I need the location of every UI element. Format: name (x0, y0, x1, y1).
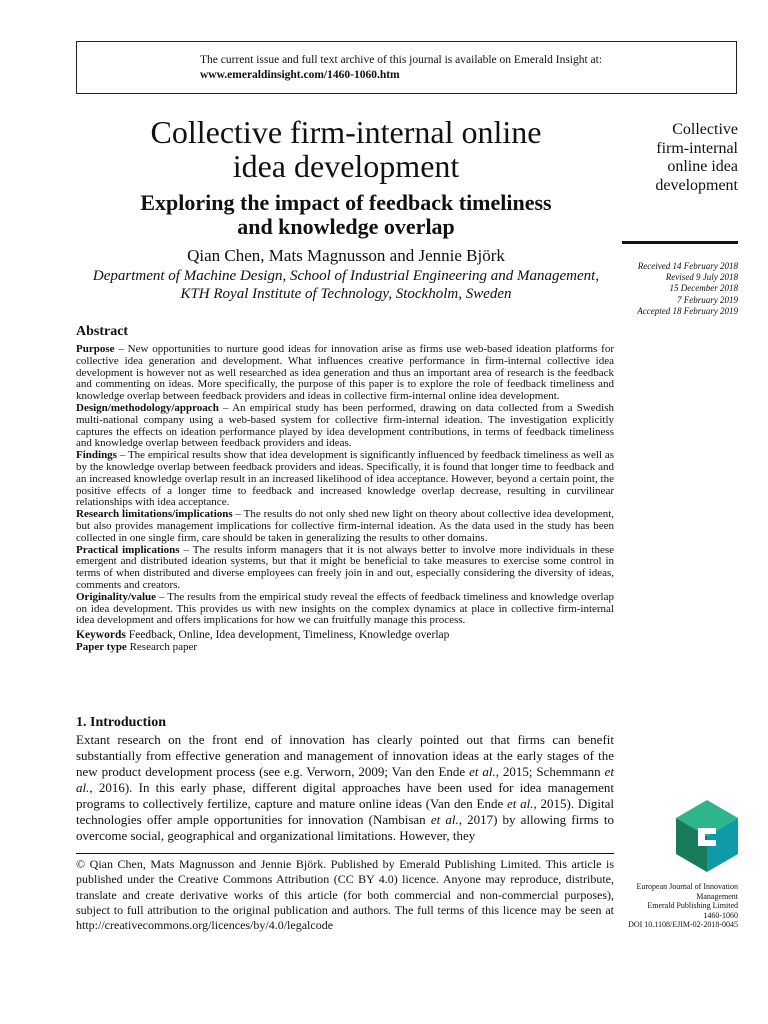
introduction-heading: 1. Introduction (76, 715, 166, 730)
abstract-limitations: Research limitations/implications – The results do not only shed new light on theory about collective idea development, but also provides management implications for collective firm-internal ideation. As the data used in the study has been collected in one single firm, care should be taken in generalizing the results to other domains. (76, 508, 615, 544)
introduction-section (76, 715, 614, 844)
keywords: Keywords Feedback, Online, Idea development, Timeliness, Knowledge overlap (76, 629, 450, 642)
abstract-heading: Abstract (76, 324, 129, 339)
abstract-practical: Practical implications – The results inform managers that it is not always better to involve more individuals in these emergent and distributed ideation systems, but that it might be beneficial to take measures to exercise some control in terms of when distributed and diverse employees can freely join in and out, especially considering the diversity of ideas, comments and creators. (76, 543, 614, 591)
access-note: The current issue and full text archive of this journal is available on Emerald Insight at: (200, 54, 603, 66)
license-notice: © Qian Chen, Mats Magnusson and Jennie Björk. Published by Emerald Publishing Limited. This article is published under the Creative Commons Attribution (CC BY 4.0) licence. Anyone may reproduce, distribute, translate and create derivative works of this article (for both commercial and non-commercial purposes), subject to full attribution to the original publication and authors. The full terms of this licence may be seen at http://creativecommons.org/licences/by/4.0/legalcode (76, 857, 614, 933)
abstract-design: Design/methodology/approach – An empirical study has been performed, drawing on data collected from a Swedish multi-national company using a web-based system for collective firm-internal ideation. The investigation explicitly captures the effects on ideation performance played by idea development contributions, in terms of feedback timeliness and knowledge overlap between feedback providers and ideas. (76, 401, 614, 450)
crossmark-logo-icon[interactable] (676, 800, 738, 872)
paper-title: Collective firm-internal online idea development (150, 114, 542, 184)
journal-info: European Journal of Innovation Management Emerald Publishing Limited 1460-1060 DOI 10.1108/EJIM-02-2018-0045 (628, 882, 738, 929)
running-title: Collective firm-internal online idea development (655, 121, 738, 194)
side-divider (622, 241, 738, 244)
journal-access-box (76, 41, 737, 94)
abstract-section (76, 324, 614, 654)
introduction-paragraph: Extant research on the front end of innovation has clearly pointed out that firms can benefit substantially from effective generation and management of innovation ideas at the early stages of the new product development process (see e.g. Verworn, 2009; Van den Ende et al., 2015; Schemmann et al., 2016). In this early phase, different digital approaches have been used for idea management programs to collectively fertilize, capture and mature online ideas (Van den Ende et al., 2015). Digital technologies offer ample opportunities for innovation (Nambisan et al., 2017) by allowing firms to overcome social, geographical and organizational limitations. However, they (76, 732, 614, 843)
paper-type: Paper type Research paper (76, 640, 198, 653)
abstract-findings: Findings – The empirical results show that idea development is significantly influenced by feedback timeliness as well as by the knowledge overlap between feedback providers and ideas. Specifically, it is found that longer time to feedback and an increased knowledge overlap result in an increased likelihood of idea acceptance. However, beyond a certain point, the positive effects of a longer time to feedback and increased knowledge overlap decrease, resulting in curvilinear relationships with idea acceptance. (76, 449, 614, 509)
journal-url-link[interactable]: www.emeraldinsight.com/1460-1060.htm (200, 69, 400, 81)
abstract-originality: Originality/value – The results from the empirical study reveal the effects of feedback timeliness and knowledge overlap on idea development. This provides us with new insights on the complex dynamics at place in collective firm-internal idea development and offers implications for how we can fruitfully manage this process. (76, 590, 614, 627)
publication-dates: Received 14 February 2018 Revised 9 July 2018 15 December 2018 7 February 2019 Accepted 18 February 2019 (637, 261, 738, 316)
affiliation: Department of Machine Design, School of Industrial Engineering and Management, KTH Royal Institute of Technology, Stockholm, Sweden (92, 268, 600, 302)
footnote-divider (76, 853, 614, 854)
author-list: Qian Chen, Mats Magnusson and Jennie Björk (187, 246, 505, 265)
paper-subtitle: Exploring the impact of feedback timeliness and knowledge overlap (140, 190, 552, 239)
abstract-purpose: Purpose – New opportunities to nurture good ideas for innovation arise as firms use web-based ideation platforms for collective idea generation and development. What influences creative performance in firm-internal collective idea development is however not as well researched as idea generation and thus an important area of research is the feedback and commenting on ideas. More specifically, the purpose of this paper is to explore the role of feedback timeliness and knowledge overlap between feedback providers and ideas in collective firm-internal online idea development. (76, 343, 614, 403)
